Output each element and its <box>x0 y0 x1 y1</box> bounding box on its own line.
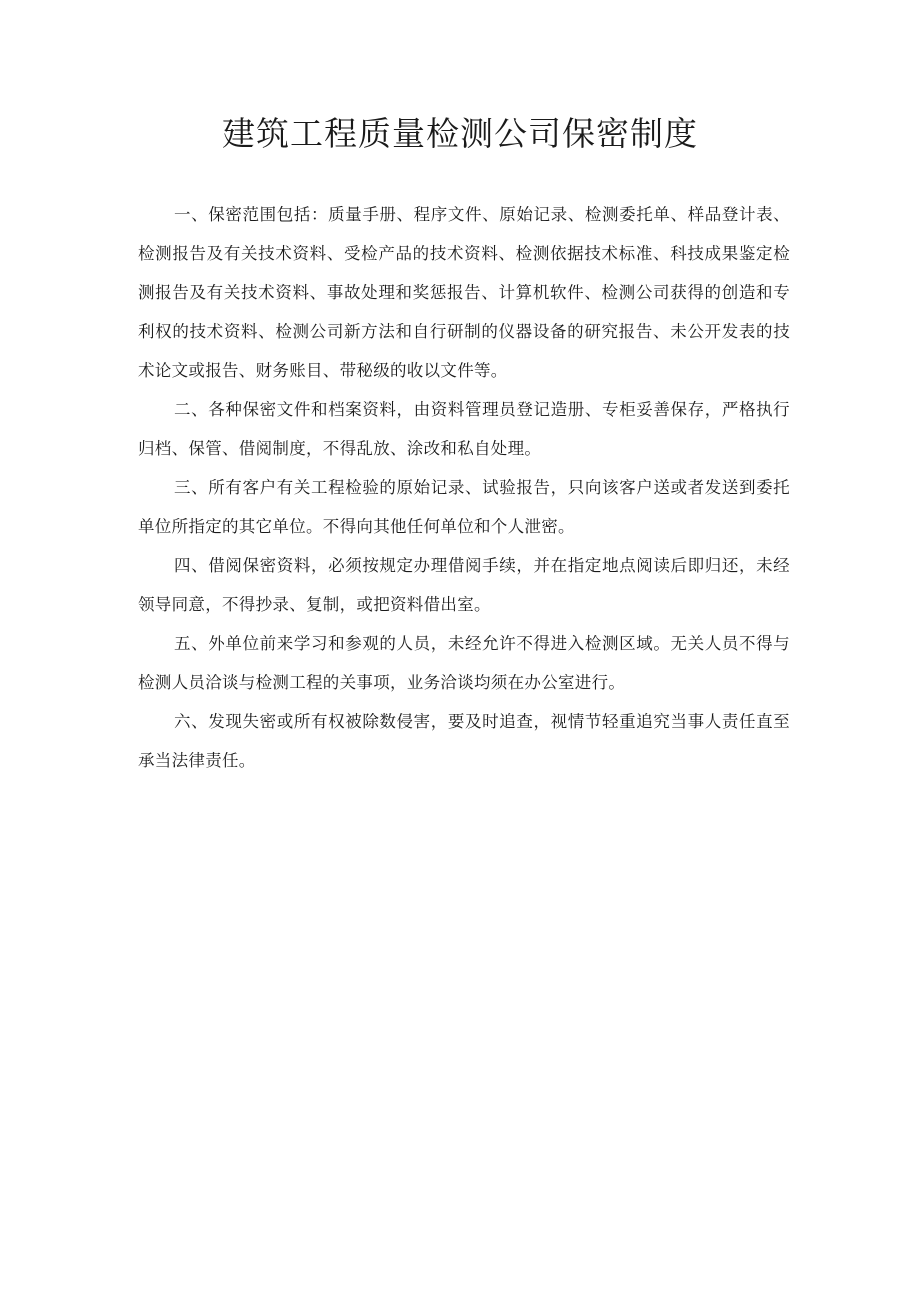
paragraph-archive: 二、各种保密文件和档案资料，由资料管理员登记造册、专柜妥善保存，严格执行归档、保管、借阅制度，不得乱放、涂改和私自处理。 <box>138 400 790 458</box>
paragraph-scope: 一、保密范围包括：质量手册、程序文件、原始记录、检测委托单、样品登计表、检测报告及有关技术资料、受检产品的技术资料、检测依据技术标准、科技成果鉴定检测报告及有关技术资料、事故处理和奖惩报告、计算机软件、检测公司获得的创造和专利权的技术资料、检测公司新方法和自行研制的仪器设备的研究报告、未公开发表的技术论文或报告、财务账目、带秘级的收以文件等。 <box>138 205 790 380</box>
document-body <box>138 195 790 780</box>
paragraph-borrowing: 四、借阅保密资料，必须按规定办理借阅手续，并在指定地点阅读后即归还，未经领导同意，不得抄录、复制，或把资料借出室。 <box>138 556 790 614</box>
document-title: 建筑工程质量检测公司保密制度 <box>222 114 698 153</box>
paragraph-visitors: 五、外单位前来学习和参观的人员，未经允许不得进入检测区域。无关人员不得与检测人员洽谈与检测工程的关事项，业务洽谈均须在办公室进行。 <box>138 634 790 692</box>
paragraph-leak-handling: 六、发现失密或所有权被除数侵害，要及时追查，视情节轻重追究当事人责任直至承当法律责任。 <box>138 712 790 770</box>
paragraph-client-records: 三、所有客户有关工程检验的原始记录、试验报告，只向该客户送或者发送到委托单位所指定的其它单位。不得向其他任何单位和个人泄密。 <box>138 478 790 536</box>
